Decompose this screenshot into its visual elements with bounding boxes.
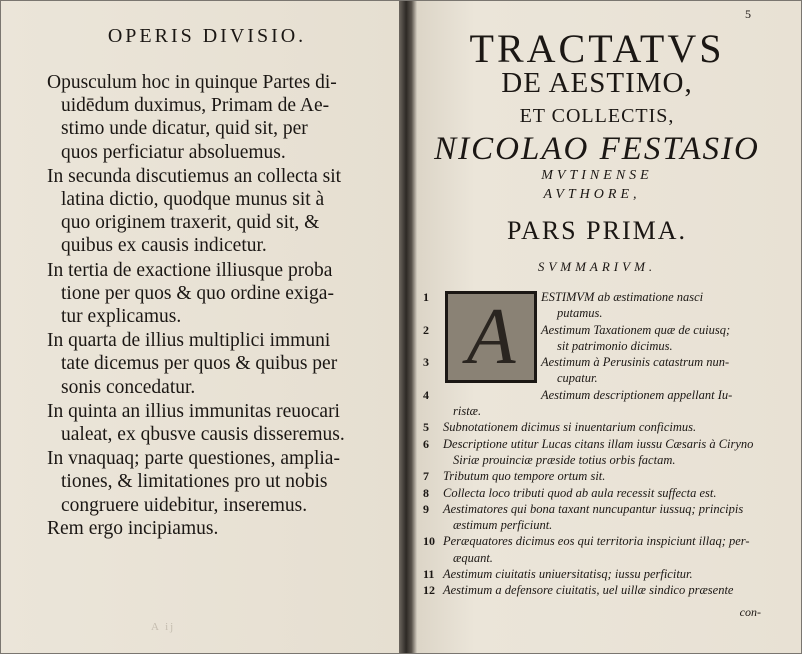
- text-line: In vnaquaq; parte questiones, amplia-: [47, 448, 340, 470]
- catchword-right: con-: [739, 605, 761, 619]
- item-text: Tributum quo tempore ortum sit.: [443, 469, 606, 484]
- item-number: 12: [423, 583, 435, 598]
- text-line: In quarta de illius multiplici immuni: [47, 330, 331, 352]
- text-line: tione per quos & quo ordine exiga-: [61, 282, 334, 304]
- text-line: uidēdum duximus, Primam de Ae-: [61, 95, 330, 117]
- item-text: cupatur.: [557, 371, 598, 386]
- summary-item: [423, 419, 783, 435]
- part-heading: PARS PRIMA.: [506, 216, 687, 245]
- item-text: Siriæ prouinciæ præside totius orbis factam.: [453, 452, 676, 467]
- paragraph: [47, 71, 377, 164]
- summary-heading: SVMMARIVM.: [537, 259, 657, 274]
- text-line: tur explicamus.: [61, 306, 182, 327]
- item-number: 8: [423, 485, 429, 500]
- text-line: sonis concedatur.: [61, 376, 196, 398]
- item-text: ESTIMVM ab æstimatione nasci: [541, 290, 704, 304]
- subtitle-1: DE AESTIMO,: [501, 67, 693, 99]
- paragraph: [47, 400, 377, 446]
- text-line: In tertia de exactione illiusque proba: [47, 259, 333, 281]
- summary-item: [423, 566, 783, 582]
- summary-item: [423, 468, 783, 484]
- item-text: Subnotationem dicimus si inuentarium conficimus.: [443, 420, 697, 435]
- summary-item: [423, 485, 783, 501]
- text-line: ualeat, ex qbusve causis disseremus.: [61, 424, 345, 445]
- item-text: Aestimum ciuitatis uniuersitatisq; iussu perficitur.: [443, 567, 693, 582]
- item-text: Aestimum à Perusinis catastrum nun-: [541, 355, 730, 370]
- item-text: Collecta loco tributi quod ab aula recessit suffecta est.: [443, 485, 717, 500]
- paragraph: [47, 165, 377, 258]
- summary-item: [423, 387, 783, 403]
- item-text: Aestimatores qui bona taxant nuncupantur iussuq; principis: [443, 501, 744, 516]
- text-line: quo originem traxerit, quid sit, &: [61, 212, 320, 234]
- text-line: stimo unde dicatur, quid sit, per: [61, 118, 308, 140]
- text-line: tate dicemus per quos & quibus per: [61, 353, 338, 375]
- text-line: In secunda discutiemus an collecta sit: [47, 165, 342, 187]
- item-number: 11: [423, 567, 435, 582]
- item-text: sit patrimonio dicimus.: [557, 338, 673, 353]
- text-line: In quinta an illius immunitas reuocari: [47, 400, 340, 422]
- item-number: 9: [423, 501, 429, 516]
- text-line: Rem ergo incipiamus.: [47, 517, 219, 539]
- item-number: 5: [423, 420, 429, 435]
- left-page-title: OPERIS DIVISIO.: [107, 25, 307, 47]
- left-page: [1, 1, 400, 653]
- item-number: 10: [423, 534, 435, 549]
- page-number: 5: [745, 7, 751, 21]
- paragraph: [47, 259, 377, 329]
- book-gutter: [399, 1, 417, 653]
- text-line: quibus ex causis indicetur.: [61, 235, 267, 257]
- paragraph: [47, 447, 377, 540]
- text-line: quos perficiatur absoluemus.: [61, 141, 286, 163]
- item-text: Aestimum a defensore ciuitatis, uel uillæ sindico præsente: [443, 583, 734, 598]
- item-number: 4: [423, 387, 429, 402]
- item-number: 6: [423, 436, 429, 451]
- item-number: 1: [423, 290, 429, 304]
- item-text: Aestimum Taxationem quæ de cuiusq;: [541, 322, 731, 337]
- summary-item: [423, 582, 783, 598]
- summary-item: [423, 452, 783, 468]
- item-text: ristæ.: [453, 404, 482, 419]
- catchword-left: A ij: [151, 621, 176, 633]
- item-number: 2: [423, 322, 429, 337]
- treatise-title: TRACTATVS: [469, 26, 725, 71]
- item-number: 7: [423, 469, 429, 484]
- item-text: Peræquatores dicimus eos qui territoria inspiciunt illaq; per-: [443, 534, 750, 549]
- summary-item: [423, 403, 783, 419]
- author-label: AVTHORE,: [543, 187, 641, 202]
- text-line: tiones, & limitationes pro ut nobis: [61, 471, 328, 493]
- item-text: æstimum perficiunt.: [453, 518, 553, 533]
- summary-item: [423, 550, 783, 566]
- item-text: æquant.: [453, 550, 493, 565]
- subtitle-2: ET COLLECTIS,: [519, 105, 675, 127]
- paragraph: [47, 329, 377, 399]
- text-line: Opusculum hoc in quinque Partes di-: [47, 72, 337, 93]
- item-text: Descriptione utitur Lucas citans illam iussu Cæsaris à Ciryno: [443, 436, 754, 451]
- decorated-initial: A: [445, 291, 537, 383]
- item-text: Aestimum descriptionem appellant Iu-: [541, 387, 733, 402]
- item-number: 3: [423, 355, 429, 370]
- text-line: latina dictio, quodque munus sit à: [61, 189, 325, 210]
- right-page: [417, 1, 801, 653]
- book-spread: [1, 1, 801, 653]
- summary-item: [423, 517, 783, 533]
- item-text: putamus.: [557, 306, 603, 321]
- author-name: NICOLAO FESTASIO: [434, 131, 760, 167]
- author-origin: MVTINENSE: [541, 168, 653, 183]
- summary-item: [423, 533, 783, 549]
- summary-item: [423, 436, 783, 452]
- text-line: congruere uidebitur, inseremus.: [61, 494, 308, 516]
- summary-item: [423, 501, 783, 517]
